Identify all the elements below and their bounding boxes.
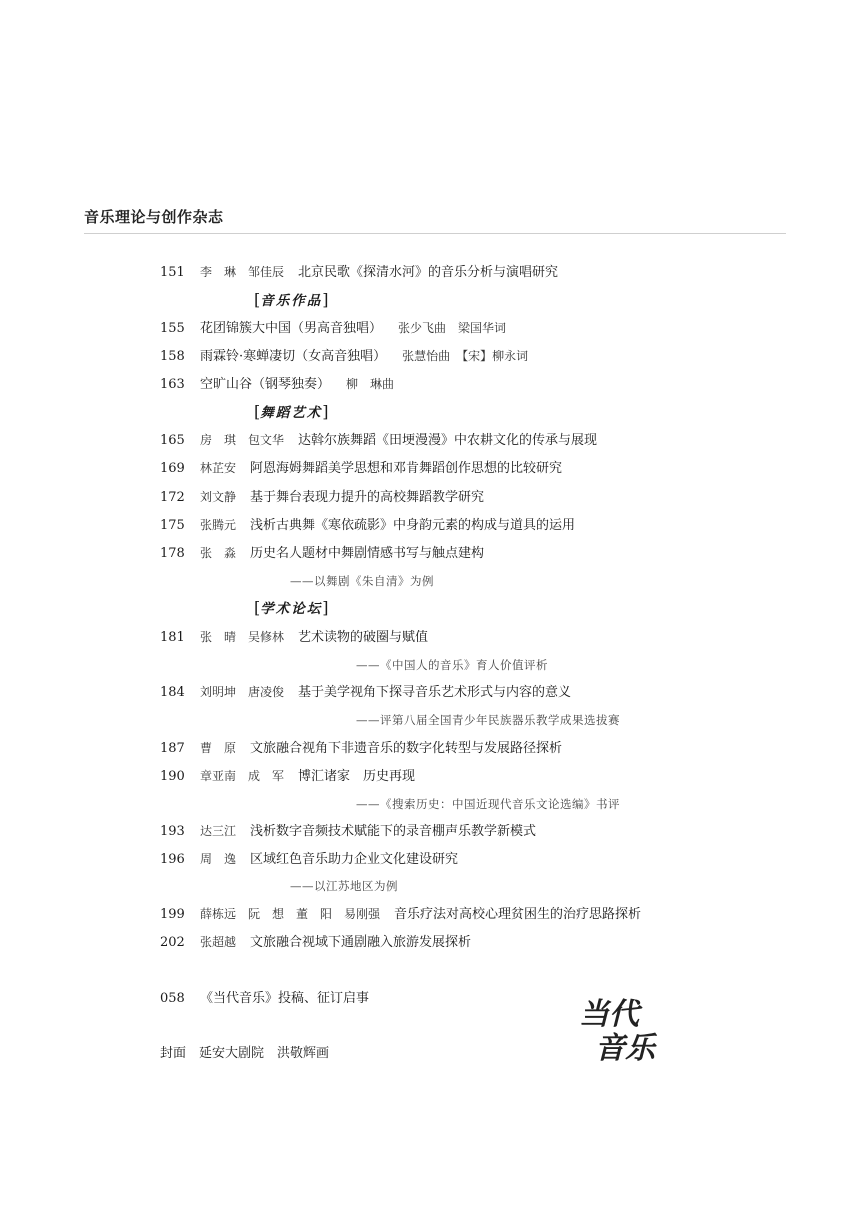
page-number: 184 [160, 685, 185, 700]
authors: 张 淼 [200, 546, 237, 560]
bracket-close: ] [322, 402, 329, 421]
toc-entry[interactable] [160, 543, 484, 563]
article-title: 区域红色音乐助力企业文化建设研究 [250, 852, 459, 867]
article-title: 达斡尔族舞蹈《田埂漫漫》中农耕文化的传承与展现 [298, 433, 598, 448]
authors: 薛栋远 阮 想 董 阳 易刚强 [200, 907, 381, 921]
page-number: 193 [160, 824, 185, 839]
authors: 房 琪 包文华 [200, 433, 285, 447]
article-title: 阿恩海姆舞蹈美学思想和邓肯舞蹈创作思想的比较研究 [250, 461, 563, 476]
article-title: 浅析数字音频技术赋能下的录音棚声乐教学新模式 [250, 824, 537, 839]
article-title: 雨霖铃·寒蝉凄切（女高音独唱） [200, 349, 387, 364]
page-number: 163 [160, 377, 185, 392]
page-number: 196 [160, 852, 185, 867]
article-title: 北京民歌《探清水河》的音乐分析与演唱研究 [298, 265, 559, 280]
call-for-papers-note[interactable] [160, 989, 369, 1009]
page-number: 172 [160, 490, 185, 505]
toc-entry[interactable] [160, 430, 597, 450]
authors: 张超越 [200, 935, 237, 949]
composer-credit: 张慧怡曲 【宋】柳永词 [402, 349, 529, 363]
section-label: 学术论坛 [260, 601, 323, 617]
toc-entry[interactable] [160, 318, 506, 338]
logo-line-1: 当代 [579, 997, 639, 1032]
authors: 林芷安 [200, 461, 237, 475]
toc-entry[interactable] [160, 821, 536, 841]
header-divider [84, 233, 786, 234]
toc-entry[interactable] [160, 738, 562, 758]
toc-entry[interactable] [160, 766, 415, 786]
article-subtitle: ——以江苏地区为例 [290, 879, 398, 893]
page-number: 155 [160, 321, 185, 336]
page-number: 175 [160, 518, 185, 533]
article-title: 历史名人题材中舞剧情感书写与触点建构 [250, 546, 485, 561]
page-number: 190 [160, 769, 185, 784]
page-number: 202 [160, 935, 185, 950]
article-title: 艺术读物的破圈与赋值 [298, 630, 429, 645]
toc-entry[interactable] [160, 458, 562, 478]
authors: 曹 原 [200, 741, 237, 755]
authors: 刘明坤 唐凌俊 [200, 685, 285, 699]
bracket-open: [ [254, 402, 261, 421]
article-title: 文旅融合视角下非遗音乐的数字化转型与发展路径探析 [250, 741, 563, 756]
authors: 张腾元 [200, 518, 237, 532]
page-number: 199 [160, 907, 185, 922]
magazine-logo [575, 990, 667, 1062]
toc-entry[interactable] [160, 262, 558, 282]
logo-line-2: 音乐 [595, 1031, 655, 1062]
journal-title: 音乐理论与创作杂志 [84, 208, 224, 226]
article-title: 基于舞台表现力提升的高校舞蹈教学研究 [250, 490, 485, 505]
composer-credit: 柳 琳曲 [346, 377, 395, 391]
toc-entry[interactable] [160, 346, 528, 366]
authors: 刘文静 [200, 490, 237, 504]
article-title: 花团锦簇大中国（男高音独唱） [200, 321, 383, 336]
cover-credit: 封面 延安大剧院 洪敬辉画 [160, 1046, 330, 1061]
authors: 达三江 [200, 824, 237, 838]
section-heading [254, 289, 329, 311]
section-heading [254, 401, 329, 423]
note-page-number: 058 [160, 991, 185, 1006]
article-subtitle: ——评第八届全国青少年民族器乐教学成果选拔赛 [356, 713, 620, 727]
bracket-close: ] [322, 598, 329, 617]
bracket-close: ] [322, 290, 329, 309]
toc-entry[interactable] [160, 904, 641, 924]
section-label: 舞蹈艺术 [260, 405, 323, 421]
authors: 章亚南 成 军 [200, 769, 285, 783]
composer-credit: 张少飞曲 梁国华词 [398, 321, 507, 335]
authors: 李 琳 邹佳辰 [200, 265, 285, 279]
toc-entry[interactable] [160, 932, 471, 952]
article-title: 浅析古典舞《寒依疏影》中身韵元素的构成与道具的运用 [250, 518, 576, 533]
note-text: 《当代音乐》投稿、征订启事 [200, 991, 370, 1006]
page-number: 181 [160, 630, 185, 645]
toc-entry[interactable] [160, 849, 458, 869]
page-number: 187 [160, 741, 185, 756]
page-number: 151 [160, 265, 185, 280]
article-title: 音乐疗法对高校心理贫困生的治疗思路探析 [394, 907, 642, 922]
page-number: 165 [160, 433, 185, 448]
toc-entry[interactable] [160, 374, 394, 394]
bracket-open: [ [254, 290, 261, 309]
section-heading [254, 597, 329, 619]
article-title: 空旷山谷（钢琴独奏） [200, 377, 331, 392]
page-number: 169 [160, 461, 185, 476]
article-title: 基于美学视角下探寻音乐艺术形式与内容的意义 [298, 685, 572, 700]
article-title: 博汇诸家 历史再现 [298, 769, 416, 784]
bracket-open: [ [254, 598, 261, 617]
authors: 张 晴 吴修林 [200, 630, 285, 644]
article-subtitle: ——《中国人的音乐》育人价值评析 [356, 658, 548, 672]
toc-entry[interactable] [160, 627, 428, 647]
article-subtitle: ——《搜索历史：中国近现代音乐文论选编》书评 [356, 797, 620, 811]
article-title: 文旅融合视域下通剧融入旅游发展探析 [250, 935, 472, 950]
page-number: 158 [160, 349, 185, 364]
page-number: 178 [160, 546, 185, 561]
article-subtitle: ——以舞剧《朱自清》为例 [290, 574, 434, 588]
toc-entry[interactable] [160, 487, 484, 507]
toc-entry[interactable] [160, 515, 575, 535]
section-label: 音乐作品 [260, 293, 323, 309]
authors: 周 逸 [200, 852, 237, 866]
toc-entry[interactable] [160, 682, 571, 702]
